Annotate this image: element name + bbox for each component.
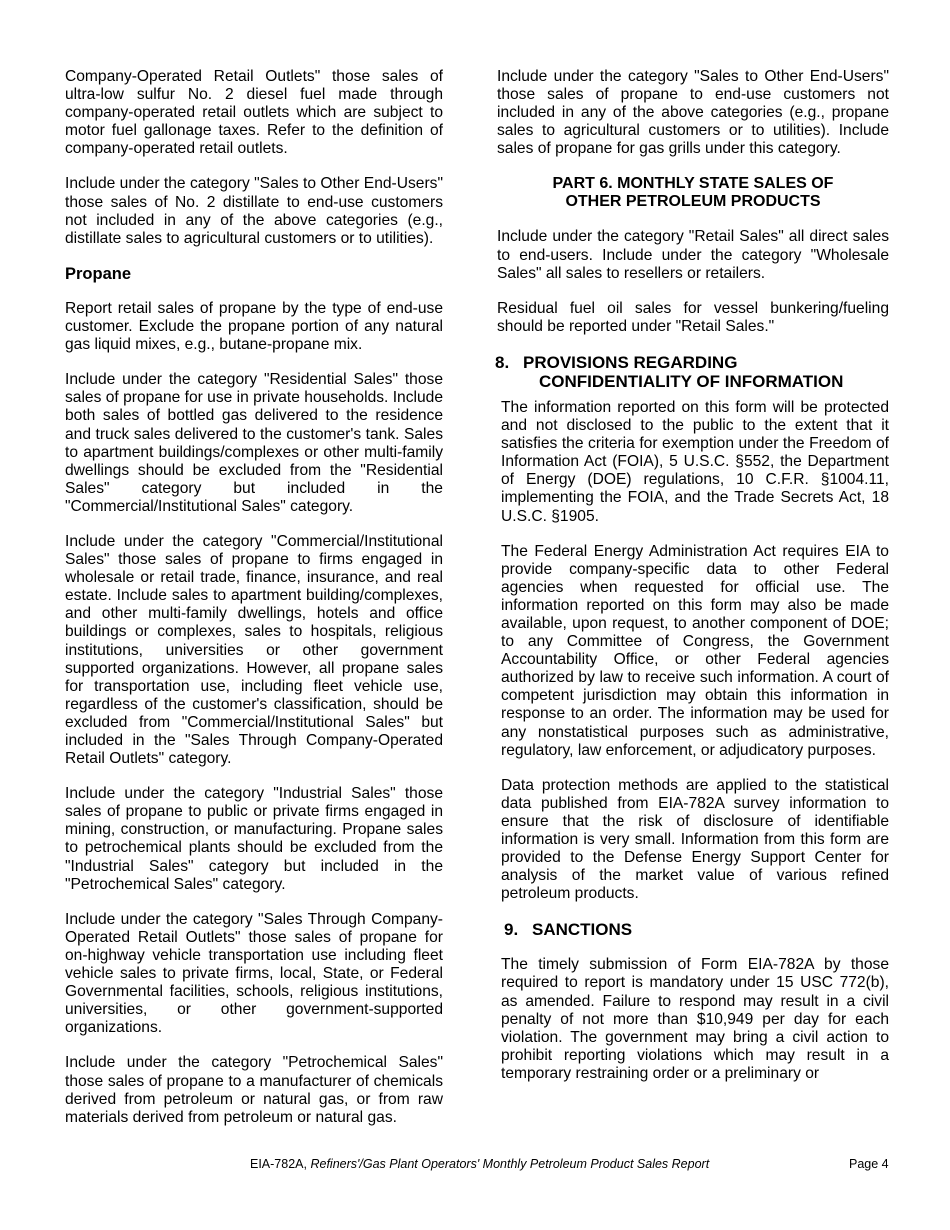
- paragraph: The timely submission of Form EIA-782A by those required to report is mandatory under 15 USC 772(b), as amended. Failure to respond may result in a civil penalty of not more than $10,949 per day for each violation. The government may bring a civil action to prohibit reporting violations which may result in a temporary restraining order or a preliminary or: [501, 956, 889, 1082]
- part6-heading: [497, 175, 889, 211]
- form-title: Refiners'/Gas Plant Operators' Monthly Petroleum Product Sales Report: [310, 1157, 710, 1171]
- paragraph: Data protection methods are applied to the statistical data published from EIA-782A survey information to ensure that the risk of disclosure of identifiable information is very small. Information from this form are provided to the Defense Energy Support Center for analysis of the market value of various refined petroleum products.: [501, 776, 889, 903]
- paragraph: Include under the category "Commercial/Institutional Sales" those sales of propane to firms engaged in wholesale or retail trade, finance, insurance, and real estate. Include sales to apartment building/complexes, and other multi-family dwellings, hotels and office buildings or complexes, sales to hospitals, religious institutions, universities or other government supported organizations. However, all propane sales for transportation use, including fleet vehicle use, regardless of the customer's classification, should be excluded from "Commercial/Institutional Sales" but included in the "Sales Through Company-Operated Retail Outlets" category.: [65, 532, 443, 768]
- form-id: EIA-782A,: [250, 1157, 307, 1171]
- section8-heading: [495, 353, 889, 391]
- page-number: Page 4: [849, 1157, 889, 1171]
- right-column: [497, 68, 889, 1083]
- paragraph: Include under the category "Industrial Sales" those sales of propane to public or private firms engaged in mining, construction, or manufacturing. Propane sales to petrochemical plants should be excluded from the "Industrial Sales" category but included in the "Petrochemical Sales" category.: [65, 785, 443, 893]
- paragraph: Company-Operated Retail Outlets" those sales of ultra-low sulfur No. 2 diesel fuel made through company-operated retail outlets which are subject to motor fuel gallonage taxes. Refer to the definition of company-operated retail outlets.: [65, 68, 443, 158]
- paragraph: Include under the category "Petrochemical Sales" those sales of propane to a manufacturer of chemicals derived from petroleum or natural gas, or from raw materials derived from petroleum or natural gas.: [65, 1054, 443, 1126]
- paragraph: The Federal Energy Administration Act requires EIA to provide company-specific data to other Federal agencies when requested for official use. The information reported on this form may also be made available, upon request, to another component of DOE; to any Committee of Congress, the Government Accountability Office, or other Federal agencies authorized by law to receive such information. A court of competent jurisdiction may obtain this information in response to an order. The information may be used for any nonstatistical purposes such as administrative, regulatory, law enforcement, or adjudicatory purposes.: [501, 542, 889, 759]
- paragraph: Include under the category "Residential Sales" those sales of propane for use in private households. Include both sales of bottled gas delivered to the residence and truck sales delivered to the customer's tank. Sales to apartment buildings/complexes or other multi-family dwellings should be excluded from the "Residential Sales" category but included in the "Commercial/Institutional Sales" category.: [65, 371, 443, 515]
- paragraph: Include under the category "Sales to Other End-Users" those sales of No. 2 distillate to end-use customers not included in any of the above categories (e.g., distillate sales to agricultural customers or to utilities).: [65, 175, 443, 247]
- part6-heading-line2: OTHER PETROLEUM PRODUCTS: [565, 193, 821, 211]
- section8-number: 8.: [495, 352, 510, 372]
- section8-title-line1: PROVISIONS REGARDING: [523, 352, 738, 372]
- paragraph: Report retail sales of propane by the type of end-use customer. Exclude the propane portion of any natural gas liquid mixes, e.g., butane-propane mix.: [65, 299, 443, 354]
- paragraph: Include under the category "Sales Through Company-Operated Retail Outlets" those sales of propane for on-highway vehicle transportation use including fleet vehicle sales to private firms, local, State, or Federal Governmental facilities, schools, religious institutions, universities, or other government-supported organizations.: [65, 910, 443, 1037]
- propane-heading: Propane: [65, 264, 132, 283]
- paragraph: Include under the category "Sales to Other End-Users" those sales of propane to end-use customers not included in any of the above categories (e.g., propane sales to agricultural customers or to utilities). Include sales of propane for gas grills under this category.: [497, 68, 889, 158]
- section9-title: SANCTIONS: [532, 920, 633, 940]
- part6-heading-line1: PART 6. MONTHLY STATE SALES OF: [552, 175, 834, 193]
- footer-form-title: [250, 1157, 709, 1171]
- paragraph: Include under the category "Retail Sales" all direct sales to end-users. Include under the category "Wholesale Sales" all sales to resellers or retailers.: [497, 228, 889, 282]
- paragraph: Residual fuel oil sales for vessel bunkering/fueling should be reported under "Retail Sales.": [497, 299, 889, 335]
- section9-number: 9.: [504, 920, 519, 940]
- left-column: [65, 68, 443, 1127]
- section8-title-line2: CONFIDENTIALITY OF INFORMATION: [539, 371, 844, 391]
- section9-heading: [504, 920, 889, 939]
- paragraph: The information reported on this form will be protected and not disclosed to the public to the extent that it satisfies the criteria for exemption under the Freedom of Information Act (FOIA), 5 U.S.C. §552, the Department of Energy (DOE) regulations, 10 C.F.R. §1004.11, implementing the FOIA, and the Trade Secrets Act, 18 U.S.C. §1905.: [501, 398, 889, 525]
